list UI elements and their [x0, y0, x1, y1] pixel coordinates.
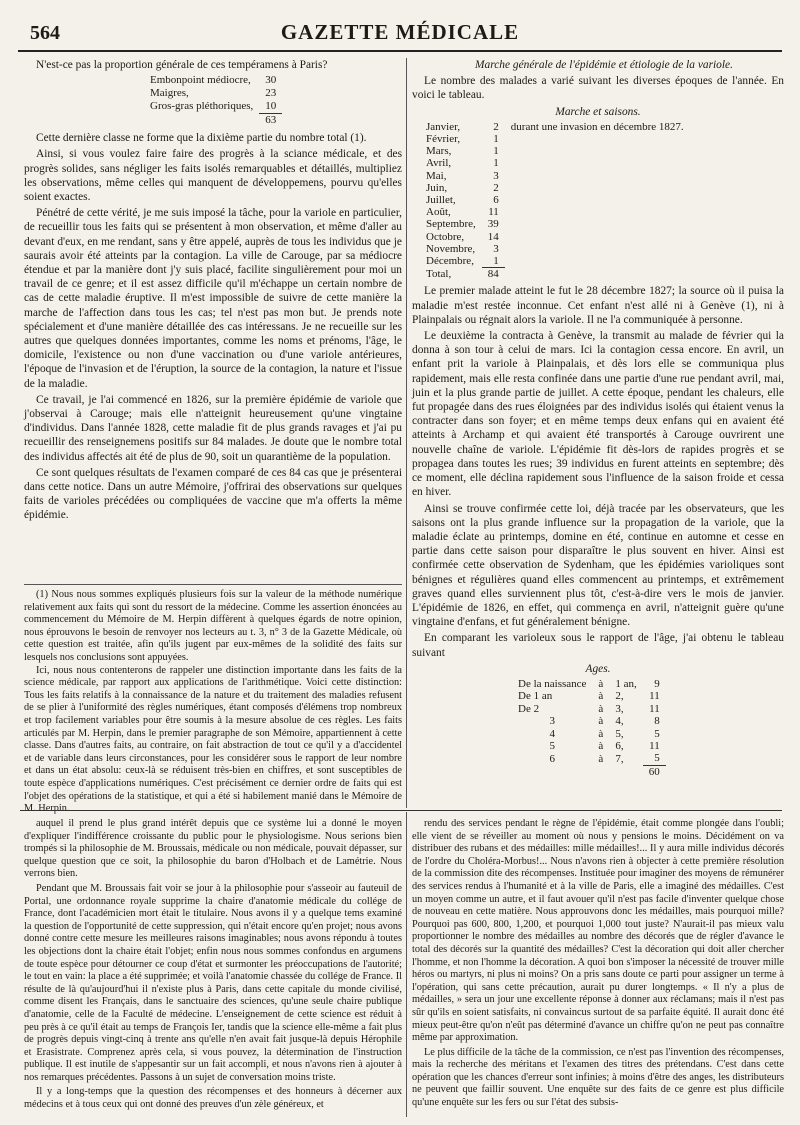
- footnote-paragraph: (1) Nous nous sommes expliqués plusieurs fois sur la valeur de la méthode numérique relativement aux faits qui sont du ressort de la médecine. Comme les assertion énoncées au commencement du Mémoire de M. Herpin diffèrent à quelques égards de notre opinion, nous éprouvons le besoin de renvoyer nos lecteurs au t. 3, n° 3 de la Gazette Médicale, où cette question est traitée, afin qu'ils jugent par eux-mêmes de la solidité des faits sur lesquels nos conclusions sont appuyées.: [24, 589, 402, 663]
- age-count: 8: [654, 715, 660, 728]
- age-count: 5: [654, 727, 660, 740]
- left-column: [24, 58, 402, 525]
- table-row: [512, 752, 666, 765]
- age-table: [512, 678, 666, 778]
- age-to: 1 an,: [615, 677, 637, 690]
- age-from: 4: [549, 727, 555, 740]
- paragraph: Cette dernière classe ne forme que la dixième partie du nombre total (1).: [36, 132, 367, 145]
- paragraph: Il y a long-temps que la question des récompenses et des honneurs à décerner aux médecins et à tous ceux qui ont donné des preuves d'un zèle généreux, et: [24, 1086, 402, 1111]
- footnote-paragraph: Ici, nous nous contenterons de rappeler une distinction importante dans les faits de la science médicale, par rapport aux applications de l'arithmétique. Voici cette distinction: Tous les faits relatifs à la connaissance de la nature et du traitement des maladies refusent de se plier à l'uniformité des règles numériques, étant composés d'élémens trop nombreux et trop facilement variables pour être soumis à la mesure absolue de ces règles. Les faits articulés par M. Herpin, dans le premier paragraphe de son Mémoire, appartiennent à cette classe. Dans d'autres faits, au contraire, on fait abstraction de tout ce qu'il y a d'accidentel et de variable dans leurs circonstances, pour les considérer sous le rapport de leur nombre et dans un état absolu: ceux-là se réduisent très-bien en chiffres, et sont susceptibles de toute espèce d'applications numériques. C'est précisément ce dernier ordre de faits qui est l'objet des opérations de la statistique, et qui a été si habilement manié dans le Mémoire de M. Herpin.: [24, 664, 402, 815]
- age-from: 6: [549, 752, 555, 765]
- table-row: [420, 243, 690, 255]
- paragraph: Le deuxième la contracta à Genève, la transmit au malade de février qui la donna à son tour à celui de mars. Ici la contagion cessa encore. En avril, un enfant prit la variole à Plainpalais, et dès lors elle se communiqua plus rapidement, mais elle resta confinée dans une partie d'une rue pendant avril, mai, juin et la plus grande partie de juillet. A cette époque, pendant les chaleurs, elle fut propagée dans des rues éloignées par des individus isolés qui étaient venus la contracter dans son foyer; et en même temps deux enfans qui en avaient été atteints à Archamp et qui avaient été transportés à Carouge ouvrirent une nouvelle chaîne de variole. L'épidémie fit dès-lors de rapides progrès et se propagea dans toutes les rues; 39 individus en furent atteints en septembre; dès ce moment, elle déclina rapidement sous l'influence de la saison froide et cessa en hiver.: [412, 330, 784, 499]
- table-row: [512, 703, 666, 715]
- age-from: De 1 an: [518, 690, 553, 703]
- paragraph: Le premier malade atteint le fut le 28 décembre 1827; la source où il puisa la maladie m'est restée inconnue. Cet enfant n'est allé ni à Genève (1), ni à Plainpalais ou régnait alors la variole. Il ne l'a communiquée à personne.: [412, 285, 784, 326]
- table-row: [512, 728, 666, 740]
- temperament-value: 30: [265, 74, 277, 87]
- table-total-row: [512, 765, 666, 778]
- paragraph: Ce sont quelques résultats de l'examen comparé de ces 84 cas que je présenterai dans cette notice. Dans un autre Mémoire, j'offrirai des observations sur quelques faits de varioles précédées ou compliquées de vaccine que m'a offerts la même épidémie.: [24, 466, 402, 522]
- table-row: [144, 74, 282, 87]
- page-number: 564: [30, 22, 60, 44]
- month-count: 1: [493, 133, 499, 146]
- question-text: N'est-ce pas la proportion générale de ces tempéramens à Paris?: [36, 59, 328, 71]
- table-row: [420, 231, 690, 243]
- table-row: [420, 145, 690, 157]
- age-to: 4,: [615, 715, 624, 728]
- table-row: [144, 87, 282, 100]
- month-label: Décembre,: [426, 255, 474, 268]
- age-from: 5: [549, 739, 555, 752]
- table-total-row: [420, 268, 690, 281]
- month-label: Février,: [426, 133, 461, 146]
- month-label: Mars,: [426, 145, 452, 158]
- feuilleton-right: [412, 818, 784, 1112]
- age-count: 11: [649, 739, 660, 752]
- temperament-label: Gros-gras pléthoriques,: [150, 100, 254, 113]
- paragraph: Pendant que M. Broussais fait voir se jour à la philosophie pour s'asseoir au fauteuil de Portal, une ordonnance royale supprime la chaire d'anatomie médicale du collége de France, dont l'académicien mort était le titulaire. Nous avons il y a quelque tems examiné la question de l'opportunité de cette suppression, qui n'était encore qu'en projet; nous avons donné contre cette mesure les meilleures raisons imaginables; nous avons répondu à toutes les objections dont la chaire était l'objet; enfin nous nous sommes confondus en argumens de toute espèce pour détourner ce coup d'état et surmonter les préoccupations de l'autorité; le tout en vain: la place a été supprimée; et voilà l'anatomie chassée du collége de France. Il résulte de là qu'aujourd'hui il n'existe plus à Paris, dans cette capitale du monde civilisé, comme disent les Français, dans le sanctuaire des sciences, qu'une seule chaire publique d'anatomie, celle de la Faculté de médecine. L'enseignement de cette science est réduit à peu près à ce qu'il était au temps de François Ier, tandis que la science elle-même a fait plus de progrès depuis vingt-cinq à trente ans qu'elle n'en avait fait jusque-là depuis Hérophile et Erasistrate. Comprenez après cela, si vous pouvez, la détermination de l'instruction publique. Il est inutile de s'appesantir sur un fait accompli, et nous n'avons rien à ajouter à nos remarques précédentes. Passons à un sujet de conversation moins triste.: [24, 882, 402, 1083]
- month-count: 39: [487, 218, 499, 231]
- table-row: [512, 690, 666, 702]
- age-sep: à: [598, 702, 604, 715]
- table-row: [420, 121, 690, 133]
- temperament-value: 23: [265, 87, 277, 100]
- month-count: 1: [493, 255, 499, 268]
- paragraph: Ce travail, je l'ai commencé en 1826, sur la première épidémie de variole que j'observai à Carouge; mais elle n'atteignit heureusement qu'une vingtaine d'individus. Dans l'année 1828, cette maladie fit de plus grands ravages et j'ai pu recueillir des renseignemens positifs sur 84 malades. Je doute que le nombre total des individus affectés ait été de plus de 90, soit un quarantième de la population.: [24, 393, 402, 463]
- month-count: 3: [493, 169, 499, 182]
- paragraph: rendu des services pendant le règne de l'épidémie, était comme plongée dans l'oubli; elle vient de se réveiller au moment où nous y pensions le moins. Décidément on va distribuer des rubans et des médailles: mille médailles!... Il y aura mille individus décorés de l'ordre du Choléra-Morbus!... Nous n'avons rien à objecter à cette première résolution de la commission dite des récompenses. Instituée pour imaginer des moyens de rémunérer des services rendus à l'humanité et à la ville de Paris, elle a imaginé des médailles. C'est un moyen comme un autre, et il faut avouer qu'il n'est pas facile d'inventer quelque chose de nouveau en cette matière. Nous approuvons donc les médailles, mais pourquoi mille? Pourquoi pas 600, 800, 1,200, et pourquoi 1,000 tout juste? N'aurait-il pas mieux valu proportionner le nombre des médailles au nombre des décorés que de régler d'avance le total des décorés sur la quantité des médailles? C'est la décoration qui doit aller chercher l'homme, et non l'homme la décoration. A quoi bon s'imposer la nécessité de trouver mille héros ou martyrs, ni plus ni moins? On a pris sans doute ce parti pour assigner un terme à l'opération, qui sans cette précaution, aurait pu durer longtemps. « Il n'y a plus de médailles, » sera un jour une excellente réponse à donner aux réclamans; mais il n'est pas sûr qu'ils en soient satisfaits, ni convaincus surtout de sa parfaite équité. Il aurait donc été mieux peut-être qu'on n'eût pas déterminé d'avance un chiffre qu'on ne peut pas connaître même par approximation.: [412, 818, 784, 1044]
- age-count: 5: [654, 752, 660, 765]
- month-label: Juin,: [426, 181, 448, 194]
- age-to: 7,: [615, 752, 624, 765]
- table-row: [420, 170, 690, 182]
- month-table: [420, 121, 690, 281]
- temperament-total: 63: [259, 114, 282, 128]
- age-sep: à: [598, 752, 604, 765]
- month-count: 14: [487, 230, 499, 243]
- age-total: 60: [643, 765, 666, 778]
- table-row: [420, 206, 690, 218]
- age-sep: à: [598, 739, 604, 752]
- total-label: Total,: [426, 268, 452, 280]
- age-to: 5,: [615, 727, 624, 740]
- month-count: 6: [493, 194, 499, 207]
- table-row: [420, 133, 690, 145]
- paragraph: Le nombre des malades a varié suivant les diverses époques de l'année. En voici le tableau.: [412, 75, 784, 102]
- table-total-row: [144, 114, 282, 128]
- month-total: 84: [482, 268, 505, 281]
- temperament-value: 10: [265, 100, 277, 113]
- paragraph: En comparant les varioleux sous le rapport de l'âge, j'ai obtenu le tableau suivant: [412, 632, 784, 659]
- paragraph: Pénétré de cette vérité, je me suis imposé la tâche, pour la variole en particulier, de recueillir tous les faits qui se présentent à mon observation, et même d'aller au devant d'eux, en me rendant, sans y être appelé, auprès de tous les individus que je saurais avoir été atteints par la contagion. La ville de Carouge, par sa médiocre étendue et par la manière dont j'y suis placé, facilite singulièrement pour moi un travail de ce genre; et il est assez difficile qu'il m'échappe un certain nombre de cas de cette maladie éruptive. Il m'est impossible de suivre de cette manière la marche de l'affection dans tous les cas; tel n'est pas mon but. Je prends note spécialement et d'une manière détaillée des cas intéressans. Je ne recueille sur les autres que quelques données importantes, comme les noms et prénoms, l'âge, le domicile, l'existence ou non d'une vaccination ou d'une variole antérieures, l'époque de l'invasion et de l'éruption, la source de la contagion, la nature et l'issue de la maladie.: [24, 207, 402, 390]
- right-column: [412, 58, 784, 782]
- month-label: Octobre,: [426, 230, 465, 243]
- journal-title: GAZETTE MÉDICALE: [280, 20, 520, 44]
- age-from: De la naissance: [518, 677, 587, 690]
- table-row: [420, 182, 690, 194]
- month-label: Janvier,: [426, 120, 461, 133]
- table-row: [420, 255, 690, 268]
- month-label: Novembre,: [426, 242, 476, 255]
- age-count: 11: [649, 702, 660, 715]
- age-count: 9: [654, 677, 660, 690]
- age-count: 11: [649, 690, 660, 703]
- paragraph: Le plus difficile de la tâche de la commission, ce n'est pas l'invention des récompenses, mais la recherche des méritans et l'examen des titres des prétendans. C'est dans cette opération que les chances d'erreur sont infinies; à moins d'être des anges, les distributeurs ne peuvent que faillir souvent. Une enquête sur des faits de ce genre est plus difficile qu'une enquête sur les fers ou sur l'état des subsis-: [412, 1046, 784, 1109]
- column-divider: [406, 812, 407, 1117]
- age-from: De 2: [518, 702, 540, 715]
- page-header: [18, 20, 782, 52]
- ages-title: Ages.: [585, 662, 611, 675]
- month-count: 2: [493, 120, 499, 133]
- age-sep: à: [598, 727, 604, 740]
- age-from: 3: [549, 715, 555, 728]
- section-divider: [20, 810, 782, 811]
- table-row: [512, 715, 666, 727]
- footnote: [24, 584, 402, 816]
- month-count: 1: [493, 145, 499, 158]
- feuilleton-left: [24, 818, 402, 1114]
- month-note: durant une invasion en décembre 1827.: [510, 120, 684, 133]
- month-count: 11: [488, 206, 499, 219]
- month-count: 2: [493, 181, 499, 194]
- table-row: [512, 678, 666, 690]
- month-label: Mai,: [426, 169, 447, 182]
- temperament-label: Maigres,: [150, 87, 189, 100]
- age-to: 6,: [615, 739, 624, 752]
- table-title: Marche et saisons.: [555, 105, 641, 118]
- column-divider: [406, 58, 407, 808]
- month-label: Août,: [426, 206, 451, 219]
- month-label: Juillet,: [426, 194, 456, 207]
- temperament-table: [144, 74, 282, 127]
- table-row: [144, 100, 282, 114]
- month-count: 1: [493, 157, 499, 170]
- table-row: [512, 740, 666, 752]
- table-row: [420, 194, 690, 206]
- table-row: [420, 157, 690, 169]
- age-sep: à: [598, 715, 604, 728]
- section-title: Marche générale de l'épidémie et étiologie de la variole.: [475, 59, 733, 71]
- paragraph: auquel il prend le plus grand intérêt depuis que ce système lui a donné le moyen d'expliquer l'indifférence croissante du public pour le physiologisme. Nous serions bien trompés si la philosophie de M. Broussais, médicale ou non médicale, pouvait dépasser, sur quelque question que ce soit, la philosophie du baron d'Holbach et de Lamétrie. Nous verrons bien.: [24, 818, 402, 880]
- age-sep: à: [598, 690, 604, 703]
- age-sep: à: [598, 677, 604, 690]
- paragraph: Ainsi, si vous voulez faire faire des progrès à la sciance médicale, et des progrès solides, sans négliger les faits isolés remarquables et détaillés, multipliez les observations, même celles qui manquent de développemens, pourvu qu'elles soient exactes.: [24, 148, 402, 204]
- table-row: [420, 218, 690, 230]
- age-to: 2,: [615, 690, 624, 703]
- month-label: Septembre,: [426, 218, 476, 231]
- month-label: Avril,: [426, 157, 452, 170]
- age-to: 3,: [615, 702, 624, 715]
- month-count: 3: [493, 242, 499, 255]
- paragraph: Ainsi se trouve confirmée cette loi, déjà tracée par les observateurs, que les saisons ont la plus grande influence sur la propagation de la variole, que la maladie éclate au printemps, domine en été, continue en automne et cesse en partie dans cette saison pour disparaître le plus souvent en hiver. Ainsi est confirmée cette observation de Sydenham, que les épidémies varioliques sont bénignes et régulières quand elles commencent au printemps, et extrêmement graves quand elles surviennent plus tôt, c'est-à-dire vers le mois de janvier. L'épidémie de 1826, en effet, qui commença en avril, n'atteignit guère qu'une vingtaine d'enfans, et fut généralement bénigne.: [412, 502, 784, 629]
- temperament-label: Embonpoint médiocre,: [150, 74, 251, 87]
